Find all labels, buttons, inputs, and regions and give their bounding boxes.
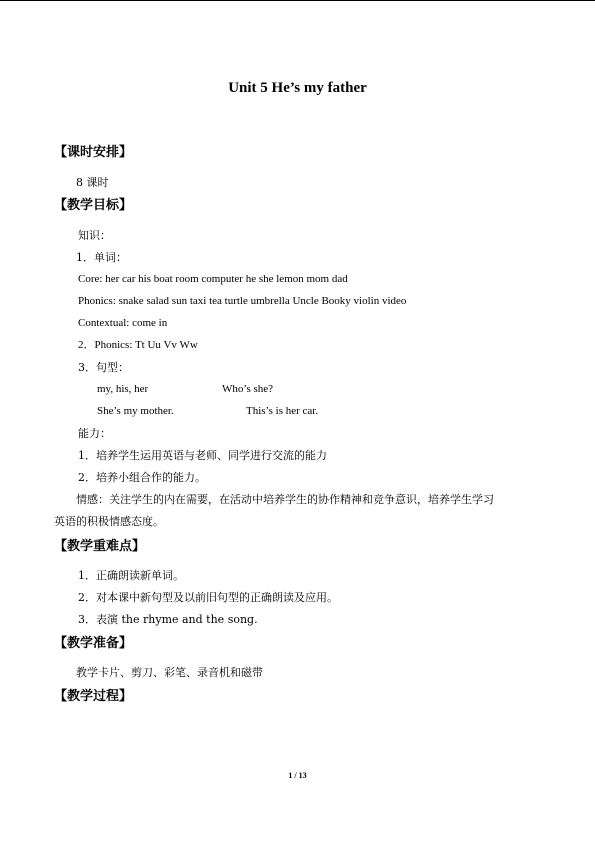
key-point-2: 2．对本课中新句型及以前旧句型的正确朗读及应用。	[78, 591, 338, 604]
phonics-words: Phonics: snake salad sun taxi tea turtle umbrella Uncle Booky violin video	[78, 295, 407, 307]
schedule-content: 8 课时	[76, 176, 109, 189]
ability-item-1: 1．培养学生运用英语与老师、同学进行交流的能力	[78, 449, 327, 462]
top-rule	[0, 0, 595, 1]
heading-schedule: 【课时安排】	[54, 145, 133, 160]
pattern-1a: my, his, her	[97, 383, 149, 395]
page-title: Unit 5 He’s my father	[228, 80, 367, 96]
contextual-words: Contextual: come in	[78, 317, 168, 329]
heading-key-points: 【教学重难点】	[54, 539, 146, 554]
objective-item-3: 3．句型：	[78, 361, 129, 374]
preparation-content: 教学卡片、剪刀、彩笔、录音机和磁带	[76, 666, 263, 679]
pattern-1b: Who’s she?	[222, 383, 274, 395]
core-words: Core: her car his boat room computer he she lemon mom dad	[78, 273, 348, 285]
knowledge-label: 知识：	[78, 229, 111, 242]
heading-objectives: 【教学目标】	[54, 198, 133, 213]
key-point-3: 3．表演 the rhyme and the song.	[78, 613, 258, 626]
emotion-line-2: 英语的积极情感态度。	[54, 515, 164, 528]
ability-item-2: 2．培养小组合作的能力。	[78, 471, 206, 484]
page-number: 1 / 13	[288, 771, 307, 780]
heading-process: 【教学过程】	[54, 689, 133, 704]
objective-item-1: 1．单词：	[76, 251, 127, 264]
heading-preparation: 【教学准备】	[54, 636, 133, 651]
objective-item-2: 2．Phonics: Tt Uu Vv Ww	[78, 339, 198, 351]
key-point-1: 1．正确朗读新单词。	[78, 569, 184, 582]
emotion-line-1: 情感：关注学生的内在需要，在活动中培养学生的协作精神和竞争意识，培养学生学习	[76, 493, 494, 506]
pattern-2a: She’s my mother.	[97, 405, 174, 417]
pattern-2b: This’s is her car.	[246, 405, 319, 417]
ability-label: 能力：	[78, 427, 111, 440]
